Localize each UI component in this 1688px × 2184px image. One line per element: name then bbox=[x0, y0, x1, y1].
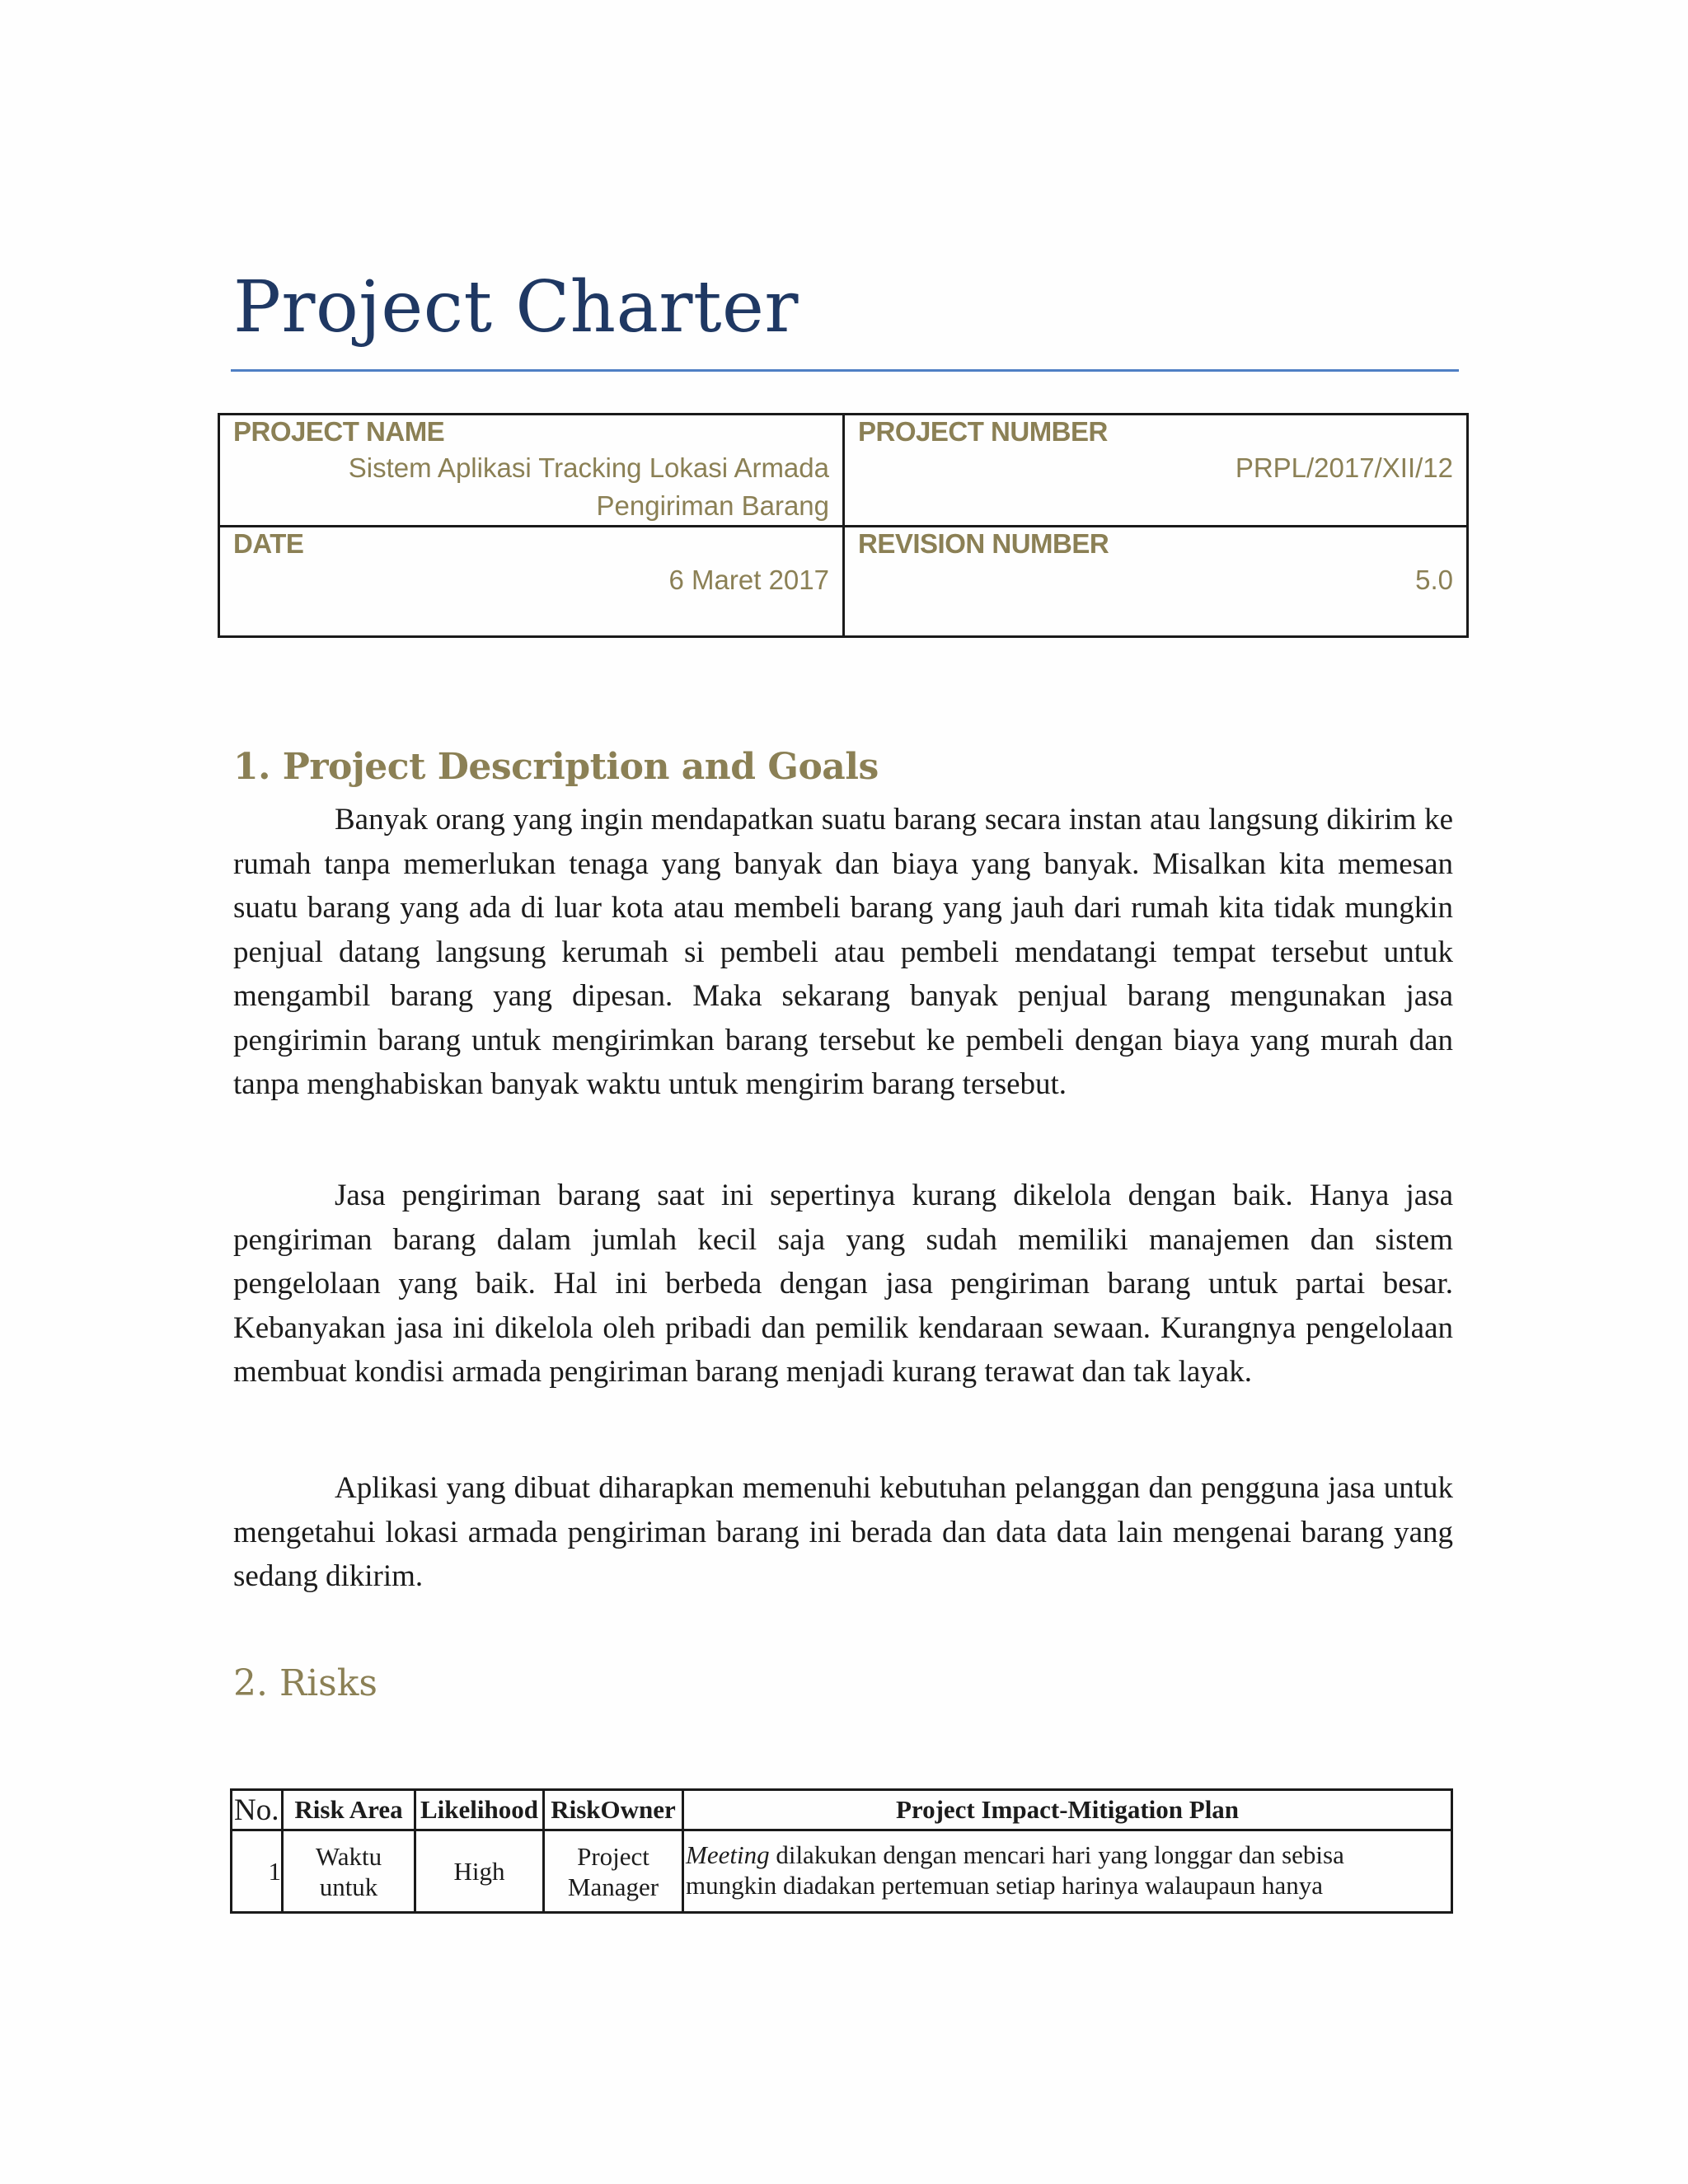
project-name-label: PROJECT NAME bbox=[233, 416, 445, 447]
risk-table bbox=[230, 1788, 1453, 1914]
description-paragraph-2: Jasa pengiriman barang saat ini sepertinya kurang dikelola dengan baik. Hanya jasa pengiriman barang dalam jumlah kecil saja yang sudah memiliki manajemen dan sistem pengelolaan yang baik. Hal ini berbeda dengan jasa pengiriman barang untuk partai besar. Kebanyakan jasa ini dikelola oleh pribadi dan pemilik kendaraan sewaan. Kurangnya pengelolaan membuat kondisi armada pengiriman barang menjadi kurang terawat dan tak layak. bbox=[233, 1179, 1453, 1389]
risk-plan-italic: Meeting bbox=[686, 1840, 770, 1869]
project-name-value bbox=[233, 449, 829, 525]
project-number-label: PROJECT NUMBER bbox=[858, 416, 1108, 447]
risk-header-area: Risk Area bbox=[284, 1791, 416, 1831]
risk-header-likelihood: Likelihood bbox=[416, 1791, 545, 1831]
risk-area-line2: untuk bbox=[319, 1872, 378, 1901]
risk-area-line1: Waktu bbox=[315, 1841, 382, 1871]
project-name-cell bbox=[220, 415, 845, 527]
risk-header-plan: Project Impact-Mitigation Plan bbox=[684, 1791, 1451, 1831]
date-value: 6 Maret 2017 bbox=[668, 565, 829, 595]
risk-row-no: 1 bbox=[232, 1831, 284, 1911]
title-underline bbox=[231, 369, 1459, 372]
description-paragraph-1: Banyak orang yang ingin mendapatkan suatu barang secara instan atau langsung dikirim ke rumah tanpa memerlukan tenaga yang banyak dan biaya yang banyak. Misalkan kita memesan suatu barang yang ada di luar kota atau membeli barang yang jauh dari rumah kita tidak mungkin penjual datang langsung kerumah si pembeli atau pembeli mendatangi tempat tersebut untuk mengambil barang yang dipesan. Maka sekarang banyak penjual barang mengunakan jasa pengirimin barang untuk mengirimkan barang tersebut ke pembeli dengan biaya yang murah dan tanpa menghabiskan banyak waktu untuk mengirim barang tersebut. bbox=[233, 803, 1453, 1101]
risk-header-owner: RiskOwner bbox=[545, 1791, 684, 1831]
document-title: Project Charter bbox=[233, 266, 799, 349]
project-number-value: PRPL/2017/XII/12 bbox=[1235, 452, 1453, 483]
section-2-heading: 2. Risks bbox=[233, 1662, 377, 1704]
date-cell bbox=[220, 527, 845, 635]
risk-row-owner bbox=[545, 1831, 684, 1911]
section-1-heading: 1. Project Description and Goals bbox=[233, 746, 879, 788]
project-number-cell bbox=[845, 415, 1466, 527]
risk-owner-line1: Project bbox=[577, 1841, 649, 1871]
risk-header-no: No. bbox=[232, 1791, 284, 1831]
risk-row-likelihood: High bbox=[416, 1831, 545, 1911]
revision-cell bbox=[845, 527, 1466, 635]
risk-row-area bbox=[284, 1831, 416, 1911]
risk-plan-line1: dilakukan dengan mencari hari yang longgar dan sebisa bbox=[769, 1840, 1344, 1869]
revision-label: REVISION NUMBER bbox=[858, 528, 1109, 559]
date-label: DATE bbox=[233, 528, 304, 559]
project-name-line2: Pengiriman Barang bbox=[596, 490, 829, 521]
risk-owner-line2: Manager bbox=[567, 1872, 659, 1901]
project-name-line1: Sistem Aplikasi Tracking Lokasi Armada bbox=[348, 452, 829, 483]
description-paragraph-3: Aplikasi yang dibuat diharapkan memenuhi kebutuhan pelanggan dan pengguna jasa untuk mengetahui lokasi armada pengiriman barang ini berada dan data data lain mengenai barang yang sedang dikirim. bbox=[233, 1471, 1453, 1593]
project-info-table bbox=[218, 413, 1469, 638]
risk-plan-line2: mungkin diadakan pertemuan setiap harinya walaupaun hanya bbox=[686, 1871, 1324, 1900]
risk-row-plan bbox=[684, 1831, 1451, 1911]
revision-value: 5.0 bbox=[1415, 565, 1453, 595]
